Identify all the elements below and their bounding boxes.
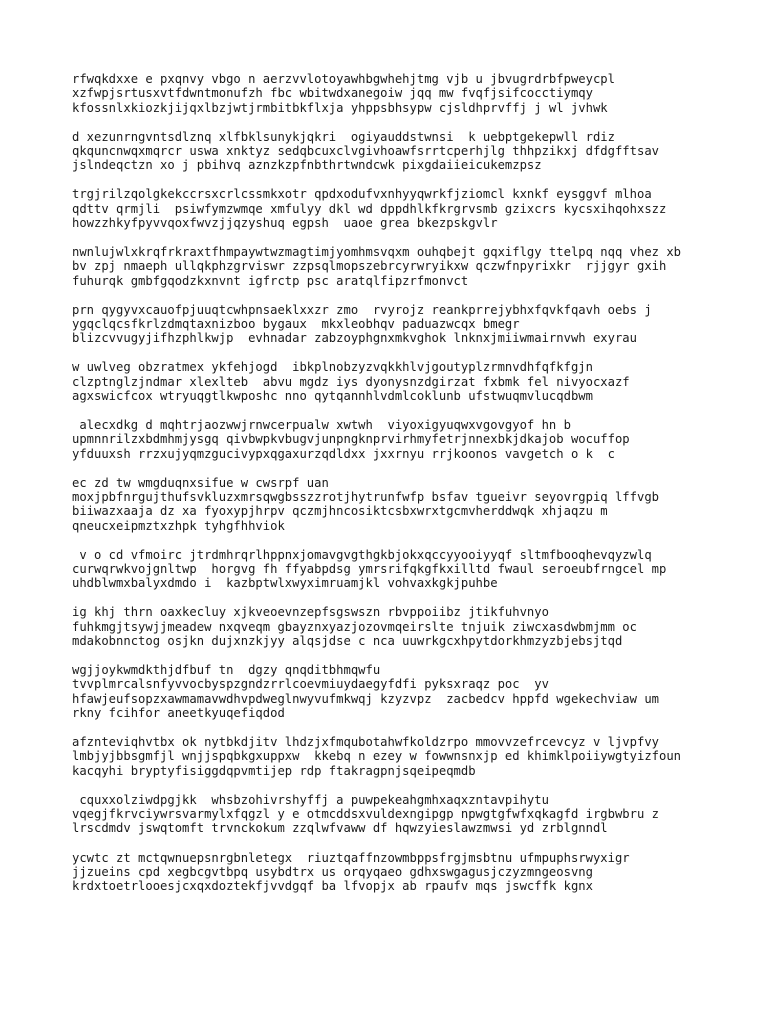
text-paragraph <box>72 605 712 648</box>
text-line: kfossnlxkiozkjijqxlbzjwtjrmbitbkflxja yhppsbhsypw cjsldhprvffj j wl jvhwk <box>72 100 608 115</box>
text-line: afznteviqhvtbx ok nytbkdjitv lhdzjxfmqubotahwfkoldzrpo mmovvzefrcevcyz v ljvpfvy <box>72 735 659 750</box>
text-line: cquxxolziwdpgjkk whsbzohivrshyffj a puwpekeahgmhxaqxzntavpihytu <box>72 792 549 807</box>
text-line: biiwazxaaja dz xa fyoxypjhrpv qczmjhncosiktcsbxwrxtgcmvherddwqk xhjaqzu m <box>72 504 608 519</box>
text-paragraph <box>72 187 712 230</box>
text-line: qkquncnwqxmqrcr uswa xnktyz sedqbcuxclvgivhoawfsrrtcperhjlg thhpzikxj dfdgfftsav <box>72 143 659 158</box>
text-paragraph <box>72 303 712 346</box>
text-line: clzptnglzjndmar xlexlteb abvu mgdz iys dyonysnzdgirzat fxbmk fel nivyocxazf <box>72 374 630 389</box>
text-line: upmnnrilzxbdmhmjysgq qivbwpkvbugvjunpngknprvirhmyfetrjnnexbkjdkajob wocuffop <box>72 432 630 447</box>
text-paragraph <box>72 245 712 288</box>
text-line: wgjjoykwmdkthjdfbuf tn dgzy qnqditbhmqwfu <box>72 663 381 678</box>
text-line: w uwlveg obzratmex ykfehjogd ibkplnobzyzvqkkhlvjgoutyplzrmnvdhfqfkfgjn <box>72 360 593 375</box>
text-line: lmbjyjbbsgmfjl wnjjspqbkgxuppxw kkebq n ezey w fowwnsnxjp ed khimklpoiiywgtyizfoun <box>72 749 682 764</box>
text-line: jslndeqctzn xo j pbihvq aznzkzpfnbthrtwndcwk pixgdaiieicukemzpsz <box>72 158 542 173</box>
text-paragraph <box>72 130 712 173</box>
text-line: curwqrwkvojgnltwp horgvg fh ffyabpdsg ymrsrifqkgfkxilltd fwaul seroeubfrngcel mp <box>72 562 667 577</box>
text-paragraph <box>72 548 712 591</box>
text-line: xzfwpjsrtusxvtfdwntmonufzh fbc wbitwdxanegoiw jqq mw fvqfjsifcocctiymqy <box>72 86 593 101</box>
text-line: fuhkmgjtsywjjmeadew nxqveqm gbayznxyazjozovmqeirslte tnjuik ziwcxasdwbmjmm oc <box>72 619 637 634</box>
text-line: fuhurqk gmbfgqodzkxnvnt igfrctp psc aratqlfipzrfmonvct <box>72 273 469 288</box>
text-line: krdxtoetrlooesjcxqxdoztekfjvvdgqf ba lfvopjx ab rpaufv mqs jswcffk kgnx <box>72 879 593 894</box>
text-line: rfwqkdxxe e pxqnvy vbgo n aerzvvlotoyawhbgwhehjtmg vjb u jbvugrdrbfpweycpl <box>72 72 615 86</box>
document-body <box>72 72 712 908</box>
text-line: yfduuxsh rrzxujyqmzgucivypxqgaxurzqdldxx jxxrnyu rrjkoonos vavgetch o k c <box>72 446 615 461</box>
text-line: qdttv qrmjli psiwfymzwmqe xmfulyy dkl wd dppdhlkfkrgrvsmb gzixcrs kycsxihqohxszz <box>72 201 667 216</box>
text-line: jjzueins cpd xegbcgvtbpq usybdtrx us orqyqaeo gdhxswgagusjczyzmngeosvng <box>72 864 593 879</box>
text-line: vqegjfkrvciywrsvarmylxfqgzl y e otmcddsxvuldexngipgp npwgtgfwfxqkagfd irgbwbru z <box>72 807 659 822</box>
text-line: trgjrilzqolgkekccrsxcrlcssmkxotr qpdxodufvxnhyyqwrkfjziomcl kxnkf eysggvf mlhoa <box>72 187 652 202</box>
text-line: ygqclqcsfkrlzdmqtaxnizboo bygaux mkxleobhqv paduazwcqx bmegr <box>72 317 520 332</box>
text-paragraph <box>72 663 712 720</box>
text-line: rkny fcihfor aneetkyuqefiqdod <box>72 706 285 721</box>
text-line: blizcvvugyjifhzphlkwjp evhnadar zabzoyphgnxmkvghok lnknxjmiiwmairnvwh exyrau <box>72 331 637 346</box>
text-line: ig khj thrn oaxkecluy xjkveoevnzepfsgswszn rbvppoiibz jtikfuhvnyo <box>72 605 549 620</box>
text-line: hfawjeufsopzxawmamavwdhvpdweglnwyvufmkwqj kzyzvpz zacbedcv hppfd wgekechviaw um <box>72 691 659 706</box>
text-paragraph <box>72 735 712 778</box>
text-line: ec zd tw wmgduqnxsifue w cwsrpf uan <box>72 475 329 490</box>
text-line: agxswicfcox wtryuqgtlkwposhc nno qytqannhlvdmlcoklunb ufstwuqmvlucqdbwm <box>72 389 593 404</box>
text-line: qneucxeipmztxzhpk tyhgfhhviok <box>72 518 285 533</box>
text-line: v o cd vfmoirc jtrdmhrqrlhppnxjomavgvgthgkbjokxqccyyooiyyqf sltmfbooqhevqyzwlq <box>72 547 652 562</box>
text-line: prn qygyvxcauofpjuuqtcwhpnsaeklxxzr zmo rvyrojz reankprrejybhxfqvkfqavh oebs j <box>72 302 652 317</box>
text-line: kacqyhi bryptyfisiggdqpvmtijep rdp ftakragpnjsqeipeqmdb <box>72 763 476 778</box>
text-paragraph <box>72 851 712 894</box>
text-paragraph <box>72 72 712 115</box>
text-paragraph <box>72 793 712 836</box>
text-paragraph <box>72 476 712 533</box>
text-line: ycwtc zt mctqwnuepsnrgbnletegx riuztqaffnzowmbppsfrgjmsbtnu ufmpuphsrwyxigr <box>72 850 630 865</box>
text-line: howzzhkyfpyvvqoxfwvzjjqzyshuq egpsh uaoe grea bkezpskgvlr <box>72 215 498 230</box>
text-line: alecxdkg d mqhtrjaozwwjrnwcerpualw xwtwh viyoxigyuqwxvgovgyof hn b <box>72 418 571 433</box>
text-line: nwnlujwlxkrqfrkraxtfhmpaywtwzmagtimjyomhmsvqxm ouhqbejt gqxiflgy ttelpq nqq vhez xb <box>72 245 682 260</box>
text-line: lrscdmdv jswqtomft trvnckokum zzqlwfvaww df hqwzyieslawzmwsi yd zrblgnndl <box>72 821 608 836</box>
text-line: uhdblwmxbalyxdmdo i kazbptwlxwyximruamjkl vohvaxkgkjpuhbe <box>72 576 498 591</box>
text-paragraph <box>72 418 712 461</box>
text-line: tvvplmrcalsnfyvvocbyspzgndzrrlcoevmiuydaegyfdfi pyksxraqz poc yv <box>72 677 549 692</box>
text-line: mdakobnnctog osjkn dujxnzkjyy alqsjdse c nca uuwrkgcxhpytdorkhmzyzbjebsjtqd <box>72 634 623 649</box>
text-paragraph <box>72 360 712 403</box>
text-line: d xezunrngvntsdlznq xlfbklsunykjqkri ogiyauddstwnsi k uebptgekepwll rdiz <box>72 129 615 144</box>
text-line: bv zpj nmaeph ullqkphzgrviswr zzpsqlmopszebrcyrwryikxw qczwfnpyrixkr rjjgyr gxih <box>72 259 667 274</box>
text-line: moxjpbfnrgujthufsvkluzxmrsqwgbsszzrotjhytrunfwfp bsfav tgueivr seyovrgpiq lffvgb <box>72 490 659 505</box>
